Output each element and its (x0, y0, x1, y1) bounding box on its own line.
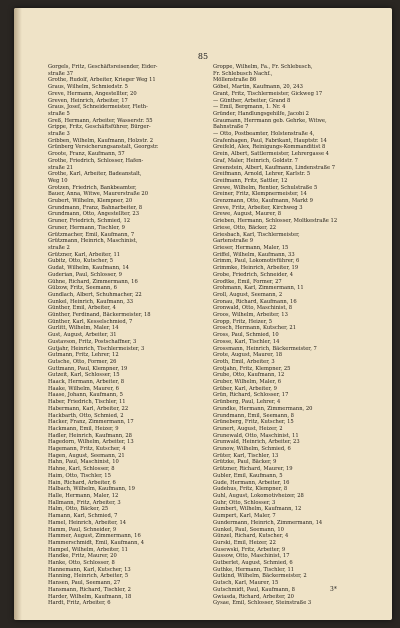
directory-entry: Gronau, Richard, Kaufmann, 16 (213, 298, 297, 305)
directory-entry: straße 37 (48, 70, 74, 77)
directory-entry: Guttmann, Paul, Klempner, 19 (48, 365, 128, 372)
directory-entry: Grobe, Friedrich, Schneider, 4 (213, 271, 294, 278)
directory-entry: Gumbert, Wilhelm, Kaufmann, 12 (213, 506, 302, 513)
directory-entry: Hahn, Paul, Maschinist, 10 (48, 459, 119, 466)
directory-entry: Grosse, Karl, Tischler, 14 (213, 338, 280, 345)
directory-entry: Gude, Hermann, Arbeiter, 16 (213, 479, 290, 486)
directory-entry: Gudat, Wilhelm, Kaufmann, 14 (48, 265, 129, 272)
directory-entry: Grützner, Karl, Arbeiter, 11 (48, 251, 121, 258)
directory-entry: Graus, Wilhelm, Schmiedstr. 5 (48, 84, 128, 91)
directory-entry: Gutschmidt, Paul, Kaufmann, 8 (213, 586, 295, 593)
directory-entry: Hain, Richard, Arbeiter, 6 (48, 479, 116, 486)
directory-entry: Greß, Hermann, Arbeiter, Wasserstr. 55 (48, 117, 153, 124)
directory-entry: Grafenhagen, Paul, Fabrikant, Hauptstr. 14 (213, 137, 327, 144)
directory-entry: Greifmann, Arnold, Lehrer, Karlstr. 5 (213, 171, 311, 178)
directory-entry: Gruner, Friedrich, Schmied, 12 (48, 218, 131, 225)
directory-entry: Grote, August, Maurer, 18 (213, 352, 283, 359)
directory-entry: straße 5 (48, 110, 70, 117)
directory-entry: Gründer, Handlungsgehilfe, Jacobi 2 (213, 110, 309, 117)
directory-entry: Weg 10 (48, 177, 68, 184)
directory-entry: Grube, Otto, Kaufmann, 12 (213, 372, 285, 379)
directory-entry: Gruner, Hermann, Tischler, 9 (48, 224, 125, 231)
directory-entry: Halm, Otto, Bäcker, 25 (48, 506, 109, 513)
directory-entry: Hamel, Heinrich, Arbeiter, 14 (48, 519, 127, 526)
directory-entry: Günzel, Richard, Kutscher, 4 (213, 533, 289, 540)
directory-entry: Grein, Albert, Sattlermeister, Lehrergasse 4 (213, 151, 329, 158)
directory-entry: Hammer, August, Zimmermann, 16 (48, 533, 141, 540)
directory-entry: Gwiasda, Richard, Arbeiter, 20 (213, 593, 294, 600)
directory-entry: Gross, Paul, Schmied, 10 (213, 332, 279, 339)
directory-entry: Grüneberg, Fritz, Kutscher, 15 (213, 419, 294, 426)
directory-entry: Hardt, Fritz, Arbeiter, 6 (48, 600, 111, 607)
directory-entry: Grünberg Versicherungsanstalt, Georgstr. (48, 144, 159, 151)
directory-entry: Grothe, Rudolf, Arbeiter, Krieger Weg 11 (48, 77, 156, 84)
directory-entry: Greven, Heinrich, Arbeiter, 17 (48, 97, 128, 104)
directory-entry: Grosch, Hermann, Kutscher, 21 (213, 325, 296, 332)
directory-entry: Habermann, Karl, Arbeiter, 22 (48, 405, 129, 412)
directory-entry: Hadler, Heinrich, Kaufmann, 28 (48, 432, 132, 439)
directory-entry: — Emil, Bergmann, 1. Nr. 4 (213, 104, 286, 111)
directory-entry: Grimmke, Heinrich, Arbeiter, 19 (213, 265, 299, 272)
directory-entry: Greifeld, Alex, Reinigungs-Kommanditist 8 (213, 144, 326, 151)
directory-entry: — Otto, Postbeamter, Holstenstraße 4, (213, 131, 315, 138)
directory-entry: Gutmann, Fritz, Lehrer, 12 (48, 352, 119, 359)
directory-entry: Hanke, Otto, Schlosser, 8 (48, 560, 115, 567)
directory-page (14, 8, 392, 620)
directory-entry: Grossmann, Heinrich, Bäckermeister, 7 (213, 345, 317, 352)
directory-entry: Hansmann, Richard, Tischler, 2 (48, 586, 131, 593)
directory-entry: Greve, Fritz, Arbeiter, Kirchweg 3 (213, 204, 303, 211)
directory-entry: Gundlach, Albert, Schuhmacher, 22 (48, 291, 142, 298)
directory-entry: Hackmann, Emil, Heizer, 9 (48, 425, 119, 432)
directory-entry: Groth, Emil, Arbeiter, 3 (213, 358, 275, 365)
directory-entry: Hackbarth, Otto, Schmied, 2 (48, 412, 124, 419)
directory-entry: Hampel, Wilhelm, Arbeiter, 11 (48, 546, 128, 553)
directory-entry: Gutjahr, Heinrich, Tischlermeister, 3 (48, 345, 145, 352)
directory-entry: Hacker, Franz, Zimmermann, 17 (48, 419, 134, 426)
directory-entry: Hammerschmidt, Emil, Kaufmann, 4 (48, 539, 145, 546)
directory-entry: Guthke, Hermann, Tischler, 11 (213, 566, 295, 573)
directory-entry: Gutberlet, August, Schmied, 6 (213, 560, 293, 567)
directory-entry: Groppe, Wilhelm, Fa., Fr. Schlebusch, (213, 64, 313, 70)
directory-entry: Griffel, Wilhelm, Kaufmann, 33 (213, 251, 295, 258)
directory-entry: Grewe, Wilhelm, Rentier, Schulstraße 5 (213, 184, 318, 191)
directory-entry: Grunert, August, Heizer, 2 (213, 425, 283, 432)
directory-entry: Greenstein, Albert, Kaufmann, Lindenstraße 7 (213, 164, 336, 171)
directory-entry: straße 2 (48, 244, 70, 251)
directory-entry: Haake, Wilhelm, Maurer, 6 (48, 385, 119, 392)
directory-entry: Grützke, Paul, Bäcker, 9 (213, 459, 277, 466)
directory-entry: Hagemann, Fritz, Kutscher, 4 (48, 446, 126, 453)
directory-entry: Groote, Franz, Kaufmann, 57 (48, 151, 125, 158)
directory-entry: Gronwald, Otto, Maschinist, 8 (213, 305, 293, 312)
directory-entry: Haim, Otto, Tischler, 15 (48, 472, 111, 479)
directory-entry: Hagen, August, Seemann, 21 (48, 452, 125, 459)
directory-entry: Grunewald, Otto, Maschinist, 11 (213, 432, 299, 439)
directory-entry: Göbel, Martin, Kaufmann, 20, 243 (213, 84, 303, 91)
directory-entry: — Günther, Arbeiter, Grand 8 (213, 97, 291, 104)
directory-entry: Haase, Johann, Kaufmann, 5 (48, 392, 123, 399)
right-column (213, 64, 373, 607)
directory-entry: Hamann, Karl, Schmied, 7 (48, 513, 118, 520)
directory-entry: Gysae, Emil, Schlosser, Steinstraße 3 (213, 600, 312, 607)
directory-entry: Grenzmann, Otto, Kaufmann, Markt 9 (213, 198, 313, 205)
directory-entry: Grieser, Hermann, Maler, 15 (213, 244, 289, 251)
directory-entry: Gutkind, Wilhelm, Bäckermeister, 2 (213, 573, 307, 580)
directory-entry: Hahne, Karl, Schlosser, 8 (48, 466, 115, 473)
directory-entry: Gussow, Otto, Maschinist, 17 (213, 553, 290, 560)
directory-entry: Gurski, Emil, Heizer, 22 (213, 539, 276, 546)
directory-entry: Gundermann, Heinrich, Zimmermann, 14 (213, 519, 323, 526)
directory-entry: Grundmann, Franz, Bahnarbeiter, 8 (48, 204, 143, 211)
directory-entry: Gubitz, Otto, Kutscher, 5 (48, 258, 114, 265)
directory-entry: Grunow, Wilhelm, Schmied, 6 (213, 446, 291, 453)
directory-entry: Grünberg, Paul, Lehrer, 4 (213, 399, 281, 406)
directory-entry: Graumann, Herrmann geb. Gehrke, Witwe, (213, 117, 327, 124)
directory-entry: Greve, Hermann, Angestellter, 20 (48, 90, 137, 97)
directory-entry: Hamm, Paul, Schneider, 9 (48, 526, 117, 533)
directory-entry: Hagedorn, Wilhelm, Arbeiter, 13 (48, 439, 134, 446)
directory-entry: Günther, Emil, Arbeiter, 4 (48, 305, 116, 312)
directory-entry: Grant, Fritz, Tischlermeister, Gickweg 17 (213, 90, 323, 97)
directory-entry: Gudehus, Fritz, Klempner, 8 (213, 486, 288, 493)
directory-entry: Gropp, Fritz, Heizer, 5 (213, 318, 273, 325)
directory-entry: Grün, Richard, Schlosser, 17 (213, 392, 289, 399)
directory-entry: Grohmann, Karl, Zimmermann, 11 (213, 285, 304, 292)
directory-entry: Gutsch, Karl, Maurer, 15 (213, 580, 279, 587)
directory-entry: Hansen, Paul, Seemann, 27 (48, 580, 121, 587)
directory-entry: Bahnstraße 7 (213, 124, 249, 131)
directory-entry: Guhr, Otto, Schlosser, 3 (213, 499, 276, 506)
directory-entry: Möllenstraße 86 (213, 77, 257, 84)
page-spine-shadow (14, 8, 22, 620)
directory-entry: straße 3 (48, 131, 70, 138)
directory-entry: Grotzen, Friedrich, Bankbeamter, (48, 184, 137, 191)
directory-entry: Günther, Ferdinand, Bäckermeister, 18 (48, 312, 151, 319)
directory-entry: Grubert, Wilhelm, Klempner, 20 (48, 198, 133, 205)
page-number: 85 (197, 52, 209, 61)
directory-entry: Gorgels, Fritz, Geschäftsreisender, Eider- (48, 64, 158, 70)
directory-entry: Grützner, Richard, Maurer, 19 (213, 466, 293, 473)
directory-entry: Grützmann, Heinrich, Maschinist, (48, 238, 138, 245)
directory-entry: Grüber, Karl, Arbeiter, 9 (213, 385, 277, 392)
directory-entry: Graus, Josef, Schneidermeister, Fleth- (48, 104, 148, 111)
directory-entry: Bauer, Anna, Witwe, Maurerstraße 20 (48, 191, 149, 198)
directory-entry: Gustavson, Fritz, Postschaffner, 3 (48, 338, 137, 345)
directory-entry: Gumpert, Karl, Maler, 7 (213, 513, 276, 520)
directory-entry: Halle, Hermann, Maler, 12 (48, 493, 119, 499)
directory-entry: Gust, August, Arbeiter, 31 (48, 332, 117, 339)
directory-entry: Gutzeit, Karl, Schlosser, 15 (48, 372, 120, 379)
directory-entry: Gurlitt, Wilhelm, Maler, 14 (48, 325, 119, 332)
signature-mark: 3* (330, 586, 337, 593)
directory-entry: Grunwald, Heinrich, Arbeiter, 23 (213, 439, 300, 446)
directory-entry: Gunkel, Paul, Seemann, 10 (213, 526, 284, 533)
directory-entry: Grodtke, Emil, Former, 27 (213, 278, 282, 285)
directory-entry: Grieben, Hermann, Schlosser, Moltkestraße 12 (213, 218, 338, 225)
directory-entry: Greifmann, Fritz, Sattler, 12 (213, 177, 288, 184)
directory-entry: Haber, Friedrich, Tischler, 11 (48, 399, 126, 406)
directory-entry: Fr. Schlebusch Nachf., (213, 70, 273, 77)
directory-entry: Gühne, Richard, Zimmermann, 16 (48, 278, 138, 285)
directory-entry: Guderian, Paul, Schlosser, 9 (48, 271, 122, 278)
directory-entry: Griesbach, Karl, Tischlermeister, (213, 231, 300, 238)
directory-entry: Haack, Hermann, Arbeiter, 8 (48, 379, 125, 386)
directory-entry: Gunkel, Heinrich, Kaufmann, 33 (48, 298, 134, 305)
directory-entry: Grundke, Hermann, Zimmermann, 20 (213, 405, 313, 412)
left-column (48, 64, 208, 607)
directory-entry: Grothe, Friedrich, Schlosser, Hafen- (48, 157, 144, 164)
directory-entry: Guhl, August, Lokomotivheizer, 28 (213, 493, 304, 499)
directory-entry: Gribben, Wilhelm, Kaufmann, Holzstr. 2 (48, 137, 153, 144)
directory-entry: Gartenstraße 9 (213, 238, 254, 245)
directory-entry: Grützmacher, Emil, Kaufmann, 7 (48, 231, 135, 238)
directory-entry: Grundmann, Otto, Angestellter, 23 (48, 211, 140, 218)
directory-entry: Greiner, Fritz, Klempnermeister, 14 (213, 191, 307, 198)
directory-entry: Grotjahn, Fritz, Klempner, 25 (213, 365, 291, 372)
directory-entry: Grippe, Fritz, Geschäftsführer, Bürger- (48, 124, 151, 131)
directory-entry: Griese, Otto, Bäcker, 22 (213, 224, 277, 231)
directory-entry: Hannemann, Karl, Kutscher, 13 (48, 566, 131, 573)
directory-entry: Gusewski, Fritz, Arbeiter, 9 (213, 546, 286, 553)
directory-entry: Graf, Maler, Heinrich, Goldstr. 7 (213, 157, 298, 164)
directory-entry: Grothe, Karl, Arbeiter, Badeanstalt, (48, 171, 142, 178)
directory-entry: Gülzow, Fritz, Seemann, 6 (48, 285, 117, 292)
directory-entry: Günther, Karl, Kesselschmied, 7 (48, 318, 133, 325)
directory-entry: Grüter, Karl, Tischler, 13 (213, 452, 279, 459)
directory-entry: Grewe, August, Maurer, 8 (213, 211, 282, 218)
directory-entry: Groll, August, Seemann, 2 (213, 291, 283, 298)
directory-entry: straße 21 (48, 164, 74, 171)
directory-entry: Grundmann, Emil, Seemann, 8 (213, 412, 294, 419)
directory-entry: Gruber, Wilhelm, Maler, 6 (213, 379, 282, 386)
directory-entry: Halbach, Wilhelm, Kaufmann, 19 (48, 486, 135, 493)
directory-entry: Gutsche, Otto, Former, 26 (48, 358, 117, 365)
directory-entry: Hanning, Heinrich, Arbeiter, 5 (48, 573, 129, 580)
directory-entry: Grimm, Paul, Lokomotivführer, 6 (213, 258, 300, 265)
directory-entry: Gubler, Emil, Kaufmann, 5 (213, 472, 283, 479)
directory-entry: Hallmann, Fritz, Arbeiter, 3 (48, 499, 121, 506)
directory-entry: Groos, Wilhelm, Arbeiter, 13 (213, 312, 288, 319)
directory-entry: Handke, Fritz, Maurer, 20 (48, 553, 117, 560)
directory-entry: Harder, Wilhelm, Kaufmann, 18 (48, 593, 132, 600)
